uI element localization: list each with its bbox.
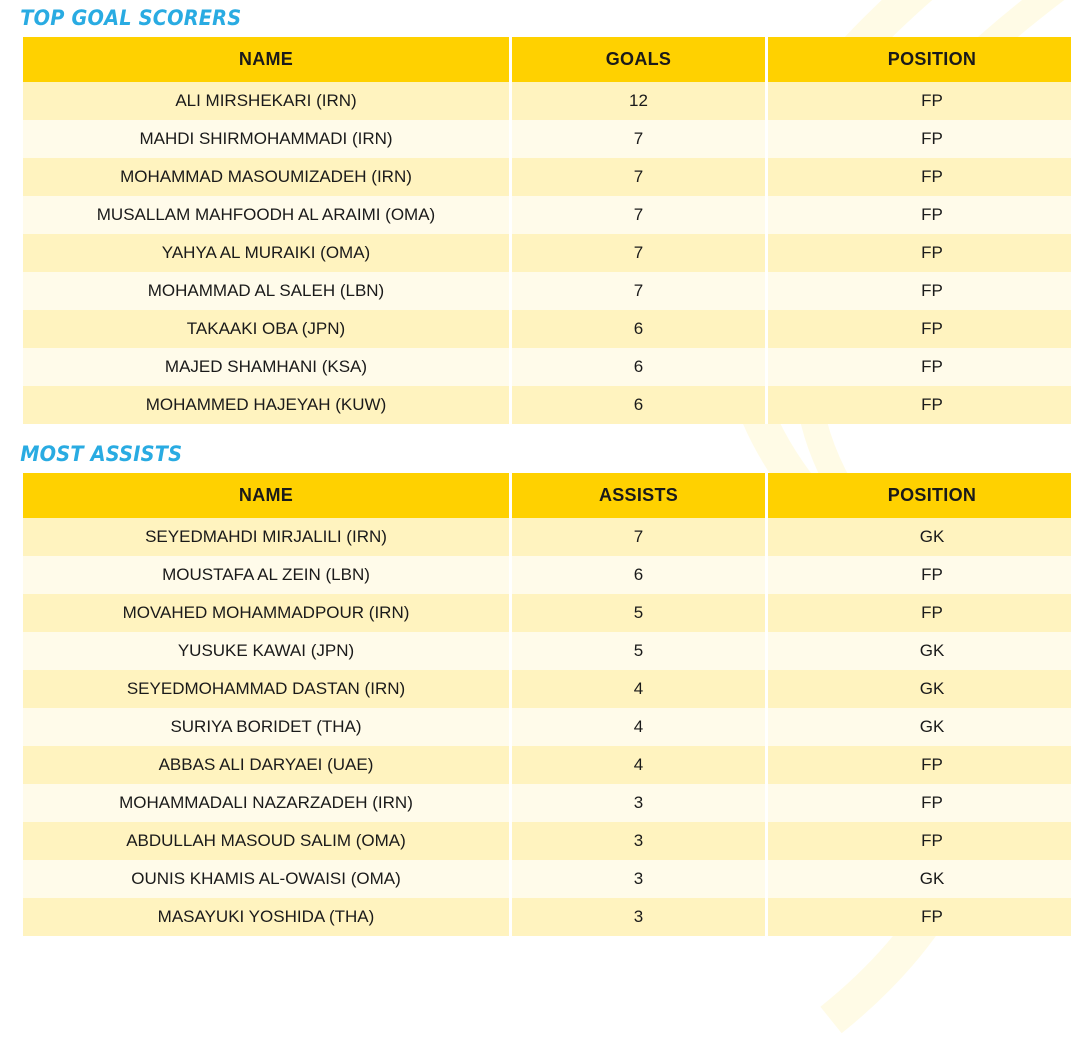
player-position: FP [767,556,1071,594]
table-row [23,632,1071,670]
player-position: FP [767,594,1071,632]
table-row [23,310,1071,348]
section-most-assists [0,436,1071,936]
player-name: MAHDI SHIRMOHAMMADI (IRN) [23,120,511,158]
player-goals: 6 [511,386,767,424]
table-row [23,348,1071,386]
player-name: MASAYUKI YOSHIDA (THA) [23,898,511,936]
table-row [23,196,1071,234]
player-goals: 7 [511,158,767,196]
column-header-assists: ASSISTS [511,473,767,518]
player-assists: 3 [511,784,767,822]
player-goals: 7 [511,272,767,310]
player-goals: 6 [511,348,767,386]
player-name: MUSALLAM MAHFOODH AL ARAIMI (OMA) [23,196,511,234]
table-row [23,518,1071,556]
player-name: MOHAMMAD MASOUMIZADEH (IRN) [23,158,511,196]
player-position: FP [767,348,1071,386]
player-position: GK [767,518,1071,556]
table-row [23,670,1071,708]
table-row [23,594,1071,632]
table-row [23,708,1071,746]
player-position: FP [767,158,1071,196]
player-assists: 4 [511,670,767,708]
player-position: FP [767,310,1071,348]
table-row [23,120,1071,158]
player-position: FP [767,120,1071,158]
player-name: MOHAMMED HAJEYAH (KUW) [23,386,511,424]
player-position: FP [767,898,1071,936]
top-goal-scorers-table [23,37,1071,424]
most-assists-table [23,473,1071,936]
table-row [23,784,1071,822]
section-top-goal-scorers [0,0,1071,424]
table-row [23,822,1071,860]
player-name: SEYEDMOHAMMAD DASTAN (IRN) [23,670,511,708]
player-name: SURIYA BORIDET (THA) [23,708,511,746]
player-position: GK [767,860,1071,898]
player-name: MOHAMMADALI NAZARZADEH (IRN) [23,784,511,822]
player-assists: 3 [511,898,767,936]
player-goals: 6 [511,310,767,348]
player-position: GK [767,708,1071,746]
player-position: FP [767,822,1071,860]
player-name: ABDULLAH MASOUD SALIM (OMA) [23,822,511,860]
player-assists: 3 [511,860,767,898]
player-position: FP [767,82,1071,120]
column-header-name: NAME [23,473,511,518]
player-assists: 4 [511,746,767,784]
player-name: MOVAHED MOHAMMADPOUR (IRN) [23,594,511,632]
table-row [23,860,1071,898]
column-header-goals: GOALS [511,37,767,82]
player-name: ABBAS ALI DARYAEI (UAE) [23,746,511,784]
section-title: MOST ASSISTS [0,436,985,473]
player-name: MAJED SHAMHANI (KSA) [23,348,511,386]
column-header-position: POSITION [767,37,1071,82]
player-assists: 4 [511,708,767,746]
table-row [23,272,1071,310]
player-assists: 5 [511,632,767,670]
section-title: TOP GOAL SCORERS [0,0,985,37]
table-row [23,898,1071,936]
player-position: FP [767,272,1071,310]
player-assists: 5 [511,594,767,632]
table-row [23,746,1071,784]
table-row [23,234,1071,272]
player-name: OUNIS KHAMIS AL-OWAISI (OMA) [23,860,511,898]
player-assists: 3 [511,822,767,860]
column-header-position: POSITION [767,473,1071,518]
player-position: FP [767,746,1071,784]
column-header-name: NAME [23,37,511,82]
player-position: GK [767,670,1071,708]
player-position: FP [767,784,1071,822]
table-header-row [23,473,1071,518]
player-goals: 7 [511,196,767,234]
player-name: MOUSTAFA AL ZEIN (LBN) [23,556,511,594]
player-assists: 7 [511,518,767,556]
player-position: FP [767,196,1071,234]
table-row [23,158,1071,196]
table-row [23,82,1071,120]
player-position: GK [767,632,1071,670]
player-name: MOHAMMAD AL SALEH (LBN) [23,272,511,310]
section-spacer [0,424,1071,436]
player-goals: 7 [511,120,767,158]
player-position: FP [767,386,1071,424]
player-position: FP [767,234,1071,272]
table-row [23,386,1071,424]
player-assists: 6 [511,556,767,594]
player-name: YUSUKE KAWAI (JPN) [23,632,511,670]
table-header-row [23,37,1071,82]
player-name: YAHYA AL MURAIKI (OMA) [23,234,511,272]
player-name: TAKAAKI OBA (JPN) [23,310,511,348]
table-row [23,556,1071,594]
player-goals: 12 [511,82,767,120]
player-name: ALI MIRSHEKARI (IRN) [23,82,511,120]
player-goals: 7 [511,234,767,272]
player-name: SEYEDMAHDI MIRJALILI (IRN) [23,518,511,556]
